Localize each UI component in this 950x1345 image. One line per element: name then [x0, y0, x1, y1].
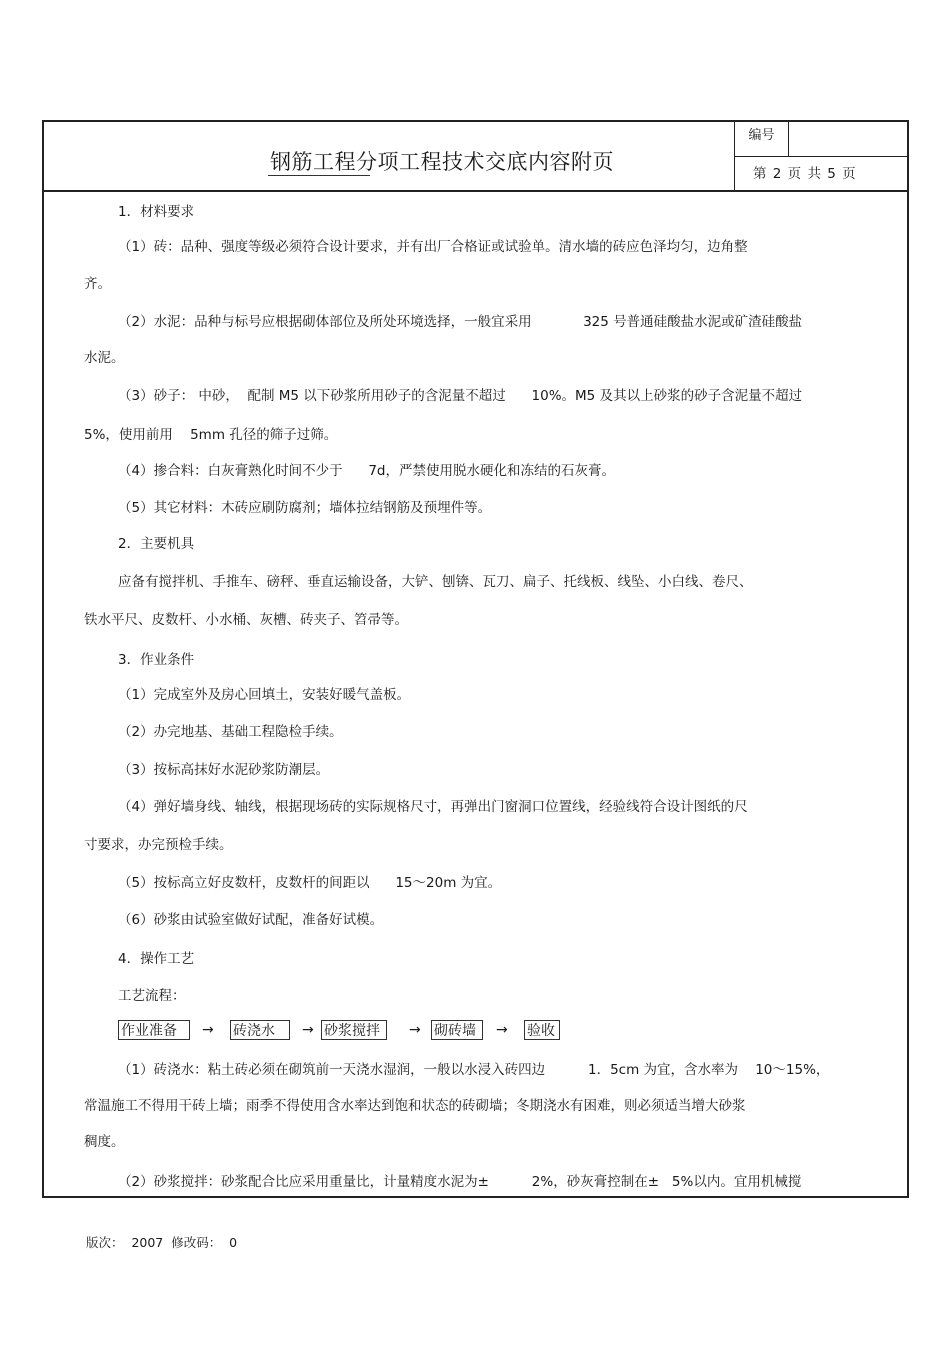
flow-step: 验收	[524, 1020, 560, 1040]
page-info: 第 2 页 共 5 页	[753, 166, 857, 182]
text-line: 工艺流程：	[118, 988, 186, 1004]
text-line: 齐。	[84, 276, 111, 292]
text-line: （1）砖：品种、强度等级必须符合设计要求，并有出厂合格证或试验单。清水墙的砖应色泽均匀，边角整	[118, 239, 748, 255]
title-underline	[268, 175, 370, 176]
text-line: （4）弹好墙身线、轴线，根据现场砖的实际规格尺寸，再弹出门窗洞口位置线，经验线符合设计图纸的尺	[118, 799, 748, 815]
flow-step: 作业准备	[118, 1020, 190, 1040]
document-frame	[42, 120, 909, 1198]
flow-step: 砂浆搅拌	[321, 1020, 387, 1040]
text-line: （5）按标高立好皮数杆，皮数杆的间距以 15～20m 为宜。	[118, 875, 502, 891]
text-line: （5）其它材料：木砖应刷防腐剂；墙体拉结钢筋及预埋件等。	[118, 500, 492, 516]
text-line: 3．作业条件	[118, 652, 195, 668]
text-line: （2）办完地基、基础工程隐检手续。	[118, 724, 343, 740]
text-line: 1．材料要求	[118, 204, 195, 220]
text-line: 铁水平尺、皮数杆、小水桶、灰槽、砖夹子、笤帚等。	[84, 612, 408, 628]
flow-step: 砌砖墙	[431, 1020, 483, 1040]
text-line: （3）按标高抹好水泥砂浆防潮层。	[118, 762, 330, 778]
flow-arrow: →	[496, 1022, 508, 1038]
number-row	[735, 122, 908, 157]
flow-arrow: →	[409, 1022, 421, 1038]
text-line: （4）掺合料：白灰膏熟化时间不少于 7d，严禁使用脱水硬化和冻结的石灰膏。	[118, 463, 615, 479]
flow-arrow: →	[302, 1022, 314, 1038]
meta-box	[734, 122, 908, 190]
text-line: 常温施工不得用干砖上墙；雨季不得使用含水率达到饱和状态的砖砌墙；冬期浇水有困难，则必须适当增大砂浆	[84, 1098, 746, 1114]
text-line: 5%，使用前用 5mm 孔径的筛子过筛。	[84, 427, 338, 443]
text-line: （2）砂浆搅拌：砂浆配合比应采用重量比，计量精度水泥为± 2%，砂灰膏控制在± 5%以内。宜用机械搅	[118, 1174, 802, 1190]
text-line: 水泥。	[84, 350, 125, 366]
process-flow	[44, 1020, 907, 1042]
text-line: 4．操作工艺	[118, 951, 195, 967]
text-line: （1）砖浇水：粘土砖必须在砌筑前一天浇水湿润，一般以水浸入砖四边 1．5cm 为宜，含水率为 10～15%，	[118, 1062, 830, 1078]
text-line: 应备有搅拌机、手推车、磅秤、垂直运输设备，大铲、刨锛、瓦刀、扁子、托线板、线坠、小白线、卷尺、	[118, 574, 753, 590]
header	[44, 122, 907, 192]
text-line: （1）完成室外及房心回填土，安装好暖气盖板。	[118, 687, 411, 703]
text-line: （3）砂子： 中砂， 配制 M5 以下砂浆所用砂子的含泥量不超过 10%。M5 及其以上砂浆的砂子含泥量不超过	[118, 388, 803, 404]
flow-step: 砖浇水	[230, 1020, 290, 1040]
footer-version: 版次： 2007 修改码： 0	[86, 1235, 238, 1250]
text-line: 2．主要机具	[118, 536, 195, 552]
text-line: 稠度。	[84, 1134, 125, 1150]
page-title: 钢筋工程分项工程技术交底内容附页	[270, 150, 614, 174]
text-line: （6）砂浆由试验室做好试配，准备好试模。	[118, 912, 384, 928]
text-line: 寸要求，办完预检手续。	[84, 837, 233, 853]
flow-arrow: →	[202, 1022, 214, 1038]
text-line: （2）水泥：品种与标号应根据砌体部位及所处环境选择，一般宜采用 325 号普通硅酸盐水泥或矿渣硅酸盐	[118, 314, 803, 330]
number-label: 编号	[735, 122, 789, 156]
